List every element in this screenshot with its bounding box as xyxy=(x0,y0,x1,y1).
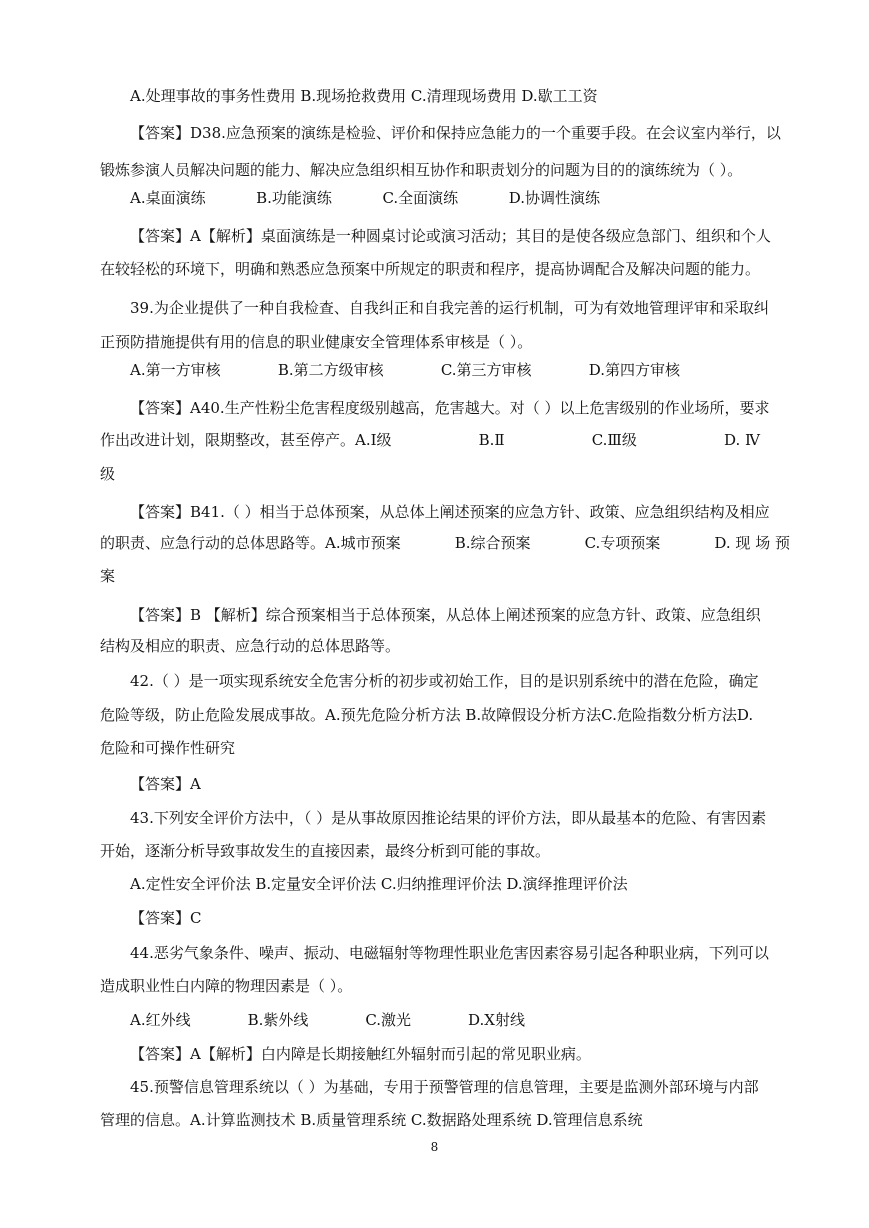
page-number: 8 xyxy=(430,1140,439,1154)
options-line xyxy=(130,188,600,208)
text-line: 在较轻松的环境下，明确和熟悉应急预案中所规定的职责和程序，提高协调配合及解决问题的能力。 xyxy=(100,260,761,278)
option: C.Ⅲ级 xyxy=(591,431,637,449)
options-line xyxy=(130,360,680,380)
text-line: 【答案】A xyxy=(130,775,201,793)
text-line: 造成职业性白内障的物理因素是（ ）。 xyxy=(100,977,353,995)
text-line: 【答案】A40.生产性粉尘危害程度级别越高，危害越大。对（ ）以上危害级别的作业场所，要求 xyxy=(130,399,770,417)
text-line: 45.预警信息管理系统以（ ）为基础，专用于预警管理的信息管理，主要是监测外部环境与内部 xyxy=(130,1078,759,1096)
text-line: 39.为企业提供了一种自我检查、自我纠正和自我完善的运行机制，可为有效地管理评审和采取纠 xyxy=(130,299,769,317)
option: C.第三方审核 xyxy=(440,361,532,379)
options-line xyxy=(100,533,790,553)
option: D. 现 场 预 xyxy=(714,534,790,552)
option: A.第一方审核 xyxy=(130,361,221,379)
text-line: A.处理事故的事务性费用 B.现场抢救费用 C.清理现场费用 D.歇工工资 xyxy=(130,87,598,105)
text-line: A.定性安全评价法 B.定量安全评价法 C.归纳推理评价法 D.演绎推理评价法 xyxy=(130,875,628,893)
text-line: 【答案】D38.应急预案的演练是检验、评价和保持应急能力的一个重要手段。在会议室内举行，以 xyxy=(130,124,781,142)
text-line: 结构及相应的职责、应急行动的总体思路等。 xyxy=(100,637,401,655)
text-line: 44.恶劣气象条件、噪声、振动、电磁辐射等物理性职业危害因素容易引起各种职业病，下列可以 xyxy=(130,944,769,962)
option: B.Ⅱ xyxy=(478,431,505,449)
text-line: 【答案】C xyxy=(130,909,202,927)
text-line: 正预防措施提供有用的信息的职业健康安全管理体系审核是（ ）。 xyxy=(100,333,533,351)
option: A.桌面演练 xyxy=(130,189,206,207)
option: B.第二方级审核 xyxy=(277,361,384,379)
option: B.紫外线 xyxy=(247,1011,309,1029)
text-line: 级 xyxy=(100,465,116,483)
text-line: 【答案】A【解析】白内障是长期接触红外辐射而引起的常见职业病。 xyxy=(130,1045,591,1063)
option: 作出改进计划，限期整改，甚至停产。A.Ⅰ级 xyxy=(100,431,392,449)
text-line: 42.（ ）是一项实现系统安全危害分析的初步或初始工作，目的是识别系统中的潜在危险，确定 xyxy=(130,672,759,690)
text-line: 危险等级，防止危险发展成事故。A.预先危险分析方法 B.故障假设分析方法C.危险指数分析方法D. xyxy=(100,706,754,724)
text-line: 开始，逐渐分析导致事故发生的直接因素，最终分析到可能的事故。 xyxy=(100,842,551,860)
option: B.综合预案 xyxy=(454,534,531,552)
text-line: 【答案】B 【解析】综合预案相当于总体预案，从总体上阐述预案的应急方针、政策、应急组织 xyxy=(130,606,761,624)
option: D.X射线 xyxy=(468,1011,525,1029)
text-line: 43.下列安全评价方法中，（ ）是从事故原因推论结果的评价方法，即从最基本的危险、有害因素 xyxy=(130,809,767,827)
option: D.第四方审核 xyxy=(588,361,680,379)
option: C.激光 xyxy=(365,1011,412,1029)
option: 的职责、应急行动的总体思路等。A.城市预案 xyxy=(100,534,401,552)
text-line: 【答案】B41.（ ）相当于总体预案，从总体上阐述预案的应急方针、政策、应急组织结构及相应 xyxy=(130,503,770,521)
text-line: 【答案】A【解析】桌面演练是一种圆桌讨论或演习活动；其目的是使各级应急部门、组织和个人 xyxy=(130,227,771,245)
option: C.全面演练 xyxy=(382,189,459,207)
text-line: 锻炼参演人员解决问题的能力、解决应急组织相互协作和职责划分的问题为目的的演练统为（ ）。 xyxy=(100,161,743,179)
option: B.功能演练 xyxy=(256,189,332,207)
option: A.红外线 xyxy=(130,1011,191,1029)
text-line: 案 xyxy=(100,567,116,585)
text-line: 管理的信息。A.计算监测技术 B.质量管理系统 C.数据路处理系统 D.管理信息系统 xyxy=(100,1111,643,1129)
option: C.专项预案 xyxy=(584,534,661,552)
option: D. Ⅳ xyxy=(723,431,760,449)
option: D.协调性演练 xyxy=(508,189,600,207)
options-line xyxy=(100,430,790,450)
text-line: 危险和可操作性研究 xyxy=(100,739,236,757)
options-line xyxy=(130,1010,525,1030)
